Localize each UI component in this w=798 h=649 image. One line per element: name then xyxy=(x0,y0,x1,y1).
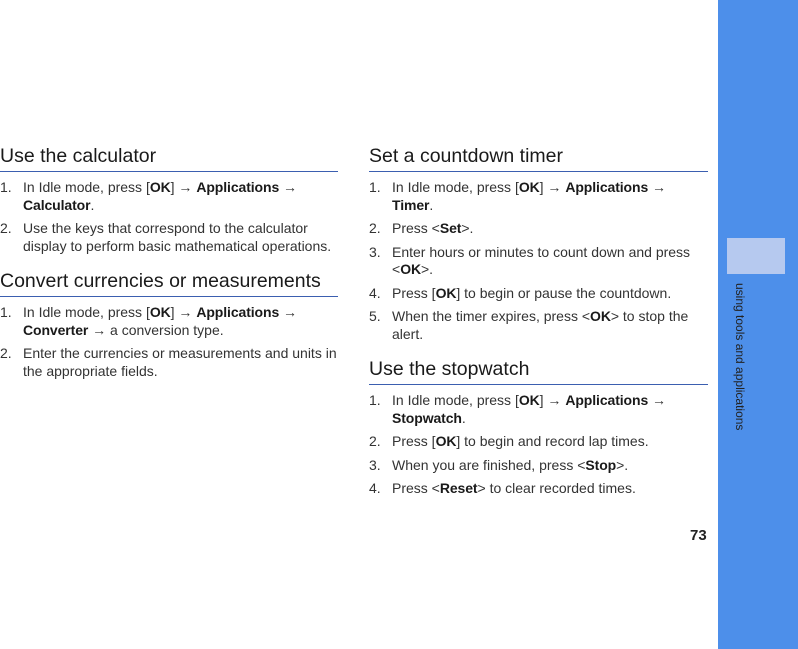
step-number: 1. xyxy=(369,179,381,195)
timer-section xyxy=(369,144,708,343)
section-title-stopwatch: Use the stopwatch xyxy=(369,357,708,385)
key-label: OK xyxy=(435,284,457,301)
step-text: → xyxy=(648,392,667,408)
menu-label: Converter xyxy=(23,321,89,338)
step-number: 4. xyxy=(369,284,381,301)
step-text: . xyxy=(429,196,434,213)
section-title-timer: Set a countdown timer xyxy=(369,144,708,172)
step-text: When you are finished, press < xyxy=(392,456,586,473)
step-text: ] to begin or pause the countdown. xyxy=(456,284,672,301)
chapter-label: using tools and applications xyxy=(733,283,747,431)
menu-label: Applications xyxy=(565,392,649,408)
step-text: → xyxy=(279,179,298,195)
step-text: ] → xyxy=(539,179,566,195)
list-item xyxy=(369,308,708,343)
step-text: ] → xyxy=(539,392,566,408)
step-text: When the timer expires, press < xyxy=(392,308,591,324)
page-number: 73 xyxy=(690,527,707,544)
step-text: Enter the currencies or measurements and units in the appropriate fields. xyxy=(23,345,337,379)
menu-label: Applications xyxy=(565,179,649,195)
menu-label: Applications xyxy=(196,179,280,195)
list-item xyxy=(369,220,708,238)
menu-label: Timer xyxy=(392,196,430,213)
step-number: 1. xyxy=(0,179,12,195)
step-number: 2. xyxy=(369,433,381,449)
step-text: Enter hours or minutes to count down and press < xyxy=(392,243,691,277)
step-text: >. xyxy=(461,220,474,236)
step-text: ] → xyxy=(170,179,197,195)
list-item xyxy=(0,345,338,380)
list-item xyxy=(369,179,708,214)
list-item xyxy=(369,392,708,427)
menu-label: Stopwatch xyxy=(392,409,462,426)
stopwatch-steps xyxy=(369,392,708,498)
step-text: Press [ xyxy=(392,433,436,449)
list-item xyxy=(369,480,708,498)
step-text: Press < xyxy=(392,220,440,236)
key-label: OK xyxy=(518,392,540,408)
key-label: Set xyxy=(439,220,462,236)
step-text: → xyxy=(279,304,298,320)
step-number: 3. xyxy=(369,243,381,260)
menu-label: Applications xyxy=(196,304,280,320)
menu-label: Calculator xyxy=(23,196,91,213)
step-number: 5. xyxy=(369,308,381,324)
calculator-section xyxy=(0,144,338,255)
key-label: OK xyxy=(400,261,421,277)
list-item xyxy=(369,285,708,303)
step-text: ] to begin and record lap times. xyxy=(456,433,649,449)
step-text: → a conversion type. xyxy=(88,321,224,338)
list-item xyxy=(0,304,338,339)
step-number: 4. xyxy=(369,480,381,496)
converter-steps xyxy=(0,304,338,380)
list-item xyxy=(0,179,338,214)
section-title-converter: Convert currencies or measurements xyxy=(0,269,338,297)
step-text: In Idle mode, press [ xyxy=(23,304,150,320)
step-number: 1. xyxy=(369,392,381,408)
stopwatch-section xyxy=(369,357,708,498)
step-text: ] → xyxy=(170,304,197,320)
step-number: 1. xyxy=(0,304,12,320)
section-title-calculator: Use the calculator xyxy=(0,144,338,172)
step-text: >. xyxy=(616,456,629,473)
key-label: Reset xyxy=(439,480,478,496)
left-column xyxy=(0,144,338,394)
key-label: OK xyxy=(590,308,611,324)
step-number: 2. xyxy=(0,345,12,361)
step-text: → xyxy=(648,179,667,195)
step-text: . xyxy=(90,196,95,213)
step-text: In Idle mode, press [ xyxy=(392,392,519,408)
chapter-tab-marker xyxy=(727,238,785,274)
list-item xyxy=(369,244,708,279)
timer-steps xyxy=(369,179,708,343)
key-label: OK xyxy=(149,179,171,195)
step-text: > to stop the alert. xyxy=(392,308,689,342)
right-column xyxy=(369,144,708,512)
step-text: In Idle mode, press [ xyxy=(23,179,150,195)
list-item xyxy=(369,433,708,451)
converter-section xyxy=(0,269,338,380)
step-number: 2. xyxy=(0,220,12,236)
key-label: OK xyxy=(518,179,540,195)
step-text: Use the keys that correspond to the calculator display to perform basic mathematical operations. xyxy=(23,220,332,254)
step-text: >. xyxy=(421,261,434,277)
key-label: OK xyxy=(149,304,171,320)
key-label: Stop xyxy=(585,456,617,473)
step-text: > to clear recorded times. xyxy=(477,480,636,496)
step-text: Press [ xyxy=(392,284,436,301)
calculator-steps xyxy=(0,179,338,255)
step-number: 2. xyxy=(369,220,381,236)
step-text: Press < xyxy=(392,480,440,496)
list-item xyxy=(369,457,708,475)
step-text: . xyxy=(461,409,466,426)
list-item xyxy=(0,220,338,255)
step-text: In Idle mode, press [ xyxy=(392,179,519,195)
chapter-sidebar xyxy=(718,0,798,649)
step-number: 3. xyxy=(369,456,381,473)
key-label: OK xyxy=(435,433,457,449)
